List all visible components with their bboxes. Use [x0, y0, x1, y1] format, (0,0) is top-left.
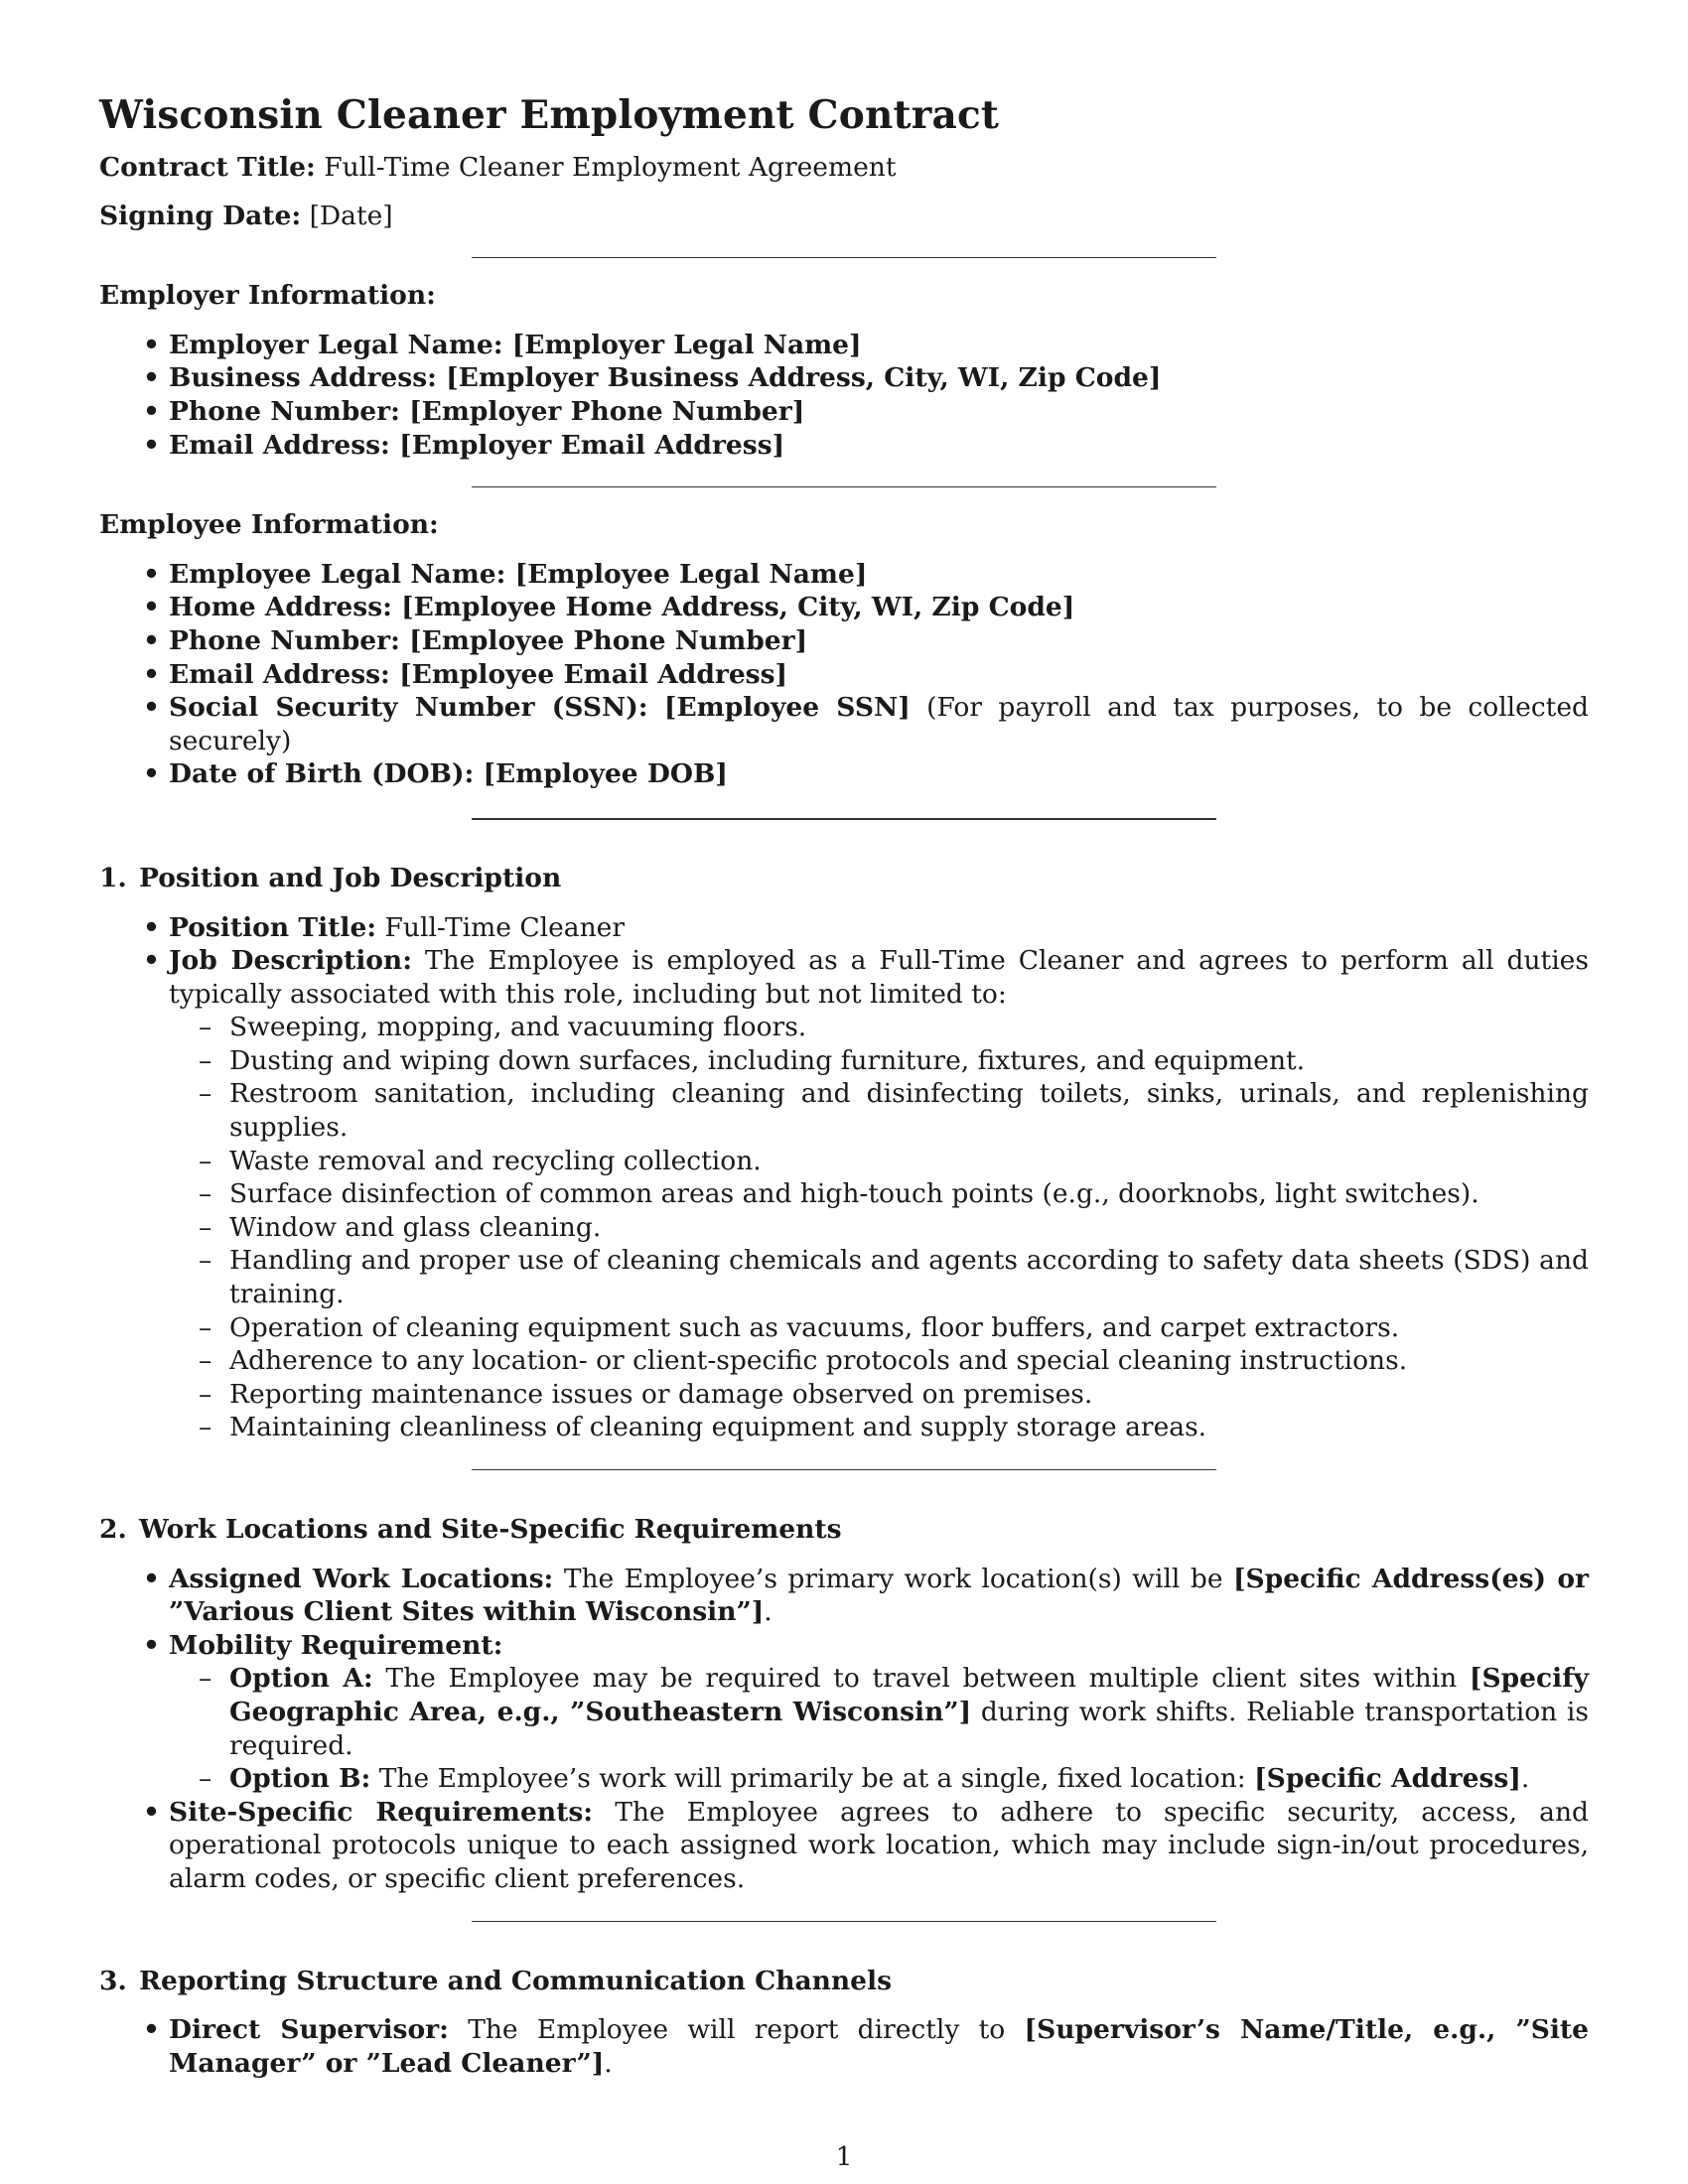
page-number: 1 — [835, 2141, 853, 2172]
list-item: • Phone Number: [Employer Phone Number] — [143, 395, 805, 427]
list-item: • Business Address: [Employer Business Address, City, WI, Zip Code] — [143, 362, 1162, 394]
list-item: • Direct Supervisor: The Employee will report directly to [Supervisor’s Name/Title, e.g., ”Site Manager” or ”Lead Cleaner”]. — [143, 2014, 1589, 2079]
mobility-options-list — [169, 1662, 1589, 1795]
list-item: – Sweeping, mopping, and vacuuming floors. — [199, 1012, 807, 1043]
list-item: – Maintaining cleanliness of cleaning equipment and supply storage areas. — [199, 1412, 1207, 1443]
list-item: • Social Security Number (SSN): [Employee SSN] (For payroll and tax purposes, to be collected securely) — [143, 692, 1589, 756]
list-item: – Restroom sanitation, including cleaning and disinfecting toilets, sinks, urinals, and replenishing supplies. — [199, 1078, 1589, 1144]
list-item: • Position Title: Full-Time Cleaner — [143, 911, 625, 943]
section-2-heading: 2. Work Locations and Site-Specific Requirements — [99, 1514, 842, 1545]
section-3-list — [99, 2013, 1589, 2080]
divider — [472, 1469, 1216, 1470]
list-item: – Surface disinfection of common areas and high-touch points (e.g., doorknobs, light switches). — [199, 1178, 1479, 1210]
list-item: – Waste removal and recycling collection. — [199, 1145, 762, 1176]
list-item: • Email Address: [Employee Email Address] — [143, 658, 788, 690]
list-item: • Site-Specific Requirements: The Employee agrees to adhere to specific security, access, and operational protocols unique to each assigned work location, which may include sign-in/out procedures, alarm codes, or specific client preferences. — [143, 1796, 1589, 1894]
contract-title-line — [99, 151, 1589, 185]
list-item: – Adherence to any location- or client-specific protocols and special cleaning instructions. — [199, 1345, 1408, 1377]
list-item: • Mobility Requirement: – Option A: The Employee may be required to travel between multiple client sites within [Specify Geographic Area, e.g., ”Southeastern Wisconsin”] during work shifts. Reliable transportation is required. – Option B: The Employee’s work will primarily be at a single, fixed location: [Specific Address]. — [143, 1629, 1589, 1795]
section-3-heading: 3. Reporting Structure and Communication Channels — [99, 1965, 893, 1996]
list-item: • Employer Legal Name: [Employer Legal Name] — [143, 329, 862, 360]
section-1-list — [99, 911, 1589, 1445]
list-item: • Phone Number: [Employee Phone Number] — [143, 624, 808, 656]
employee-info-list — [99, 558, 1589, 791]
contract-title-label: Contract Title: — [99, 152, 316, 183]
duties-list — [169, 1011, 1589, 1444]
signing-date-line — [99, 200, 1589, 233]
list-item: – Operation of cleaning equipment such as vacuums, floor buffers, and carpet extractors. — [199, 1311, 1400, 1343]
divider — [472, 486, 1216, 487]
signing-date-value: [Date] — [309, 200, 393, 231]
list-item: – Handling and proper use of cleaning chemicals and agents according to safety data sheets (SDS) and training. — [199, 1245, 1589, 1310]
section-1-heading: 1. Position and Job Description — [99, 862, 562, 893]
list-item: • Date of Birth (DOB): [Employee DOB] — [143, 758, 728, 790]
list-item: – Reporting maintenance issues or damage observed on premises. — [199, 1378, 1093, 1410]
divider — [472, 1921, 1216, 1922]
list-item: • Assigned Work Locations: The Employee’s primary work location(s) will be [Specific Address(es) or ”Various Client Sites within Wisconsin”]. — [143, 1563, 1589, 1628]
divider — [472, 257, 1216, 258]
document-title: Wisconsin Cleaner Employment Contract — [99, 92, 1000, 138]
list-item: • Job Description: The Employee is employed as a Full-Time Cleaner and agrees to perform all duties typically associated with this role, including but not limited to: – Sweeping, mopping, and vacuuming floors. – Dusting and wiping down surfaces, including furniture, fixtures, and equipment. – Restroom sanitation, including cleaning and disinfecting toilets, sinks, urinals, and replenishing supplies. – Waste removal and recycling collection. – Surface disinfection of common areas and high-touch points (e.g., doorknobs, light switches). – Window and glass cleaning. – Handling and proper use of cleaning chemicals and agents according to safety data sheets (SDS) and training. – Operation of cleaning equipment such as vacuums, floor buffers, and carpet extractors. – Adherence to any location- or client-specific protocols and special cleaning instructions. – Reporting maintenance issues or damage observed on premises. – Maintaining cleanliness of cleaning equipment and supply storage areas. — [143, 945, 1589, 1443]
section-2-list — [99, 1563, 1589, 1896]
signing-date-label: Signing Date: — [99, 200, 302, 231]
employer-info-list — [99, 329, 1589, 462]
employee-heading: Employee Information: — [99, 509, 439, 541]
divider — [472, 818, 1216, 820]
list-item: • Email Address: [Employer Email Address] — [143, 429, 785, 461]
employer-heading: Employer Information: — [99, 280, 436, 312]
list-item: – Option A: The Employee may be required to travel between multiple client sites within [Specify Geographic Area, e.g., ”Southeastern Wisconsin”] during work shifts. Reliable transportation is required. — [199, 1663, 1589, 1761]
contract-title-value: Full-Time Cleaner Employment Agreement — [324, 152, 897, 183]
contract-page — [99, 77, 1589, 2080]
list-item: • Employee Legal Name: [Employee Legal Name] — [143, 558, 868, 590]
list-item: – Option B: The Employee’s work will primarily be at a single, fixed location: [Specific Address]. — [199, 1763, 1530, 1795]
list-item: • Home Address: [Employee Home Address, City, WI, Zip Code] — [143, 592, 1075, 623]
list-item: – Window and glass cleaning. — [199, 1211, 602, 1243]
list-item: – Dusting and wiping down surfaces, including furniture, fixtures, and equipment. — [199, 1044, 1306, 1076]
